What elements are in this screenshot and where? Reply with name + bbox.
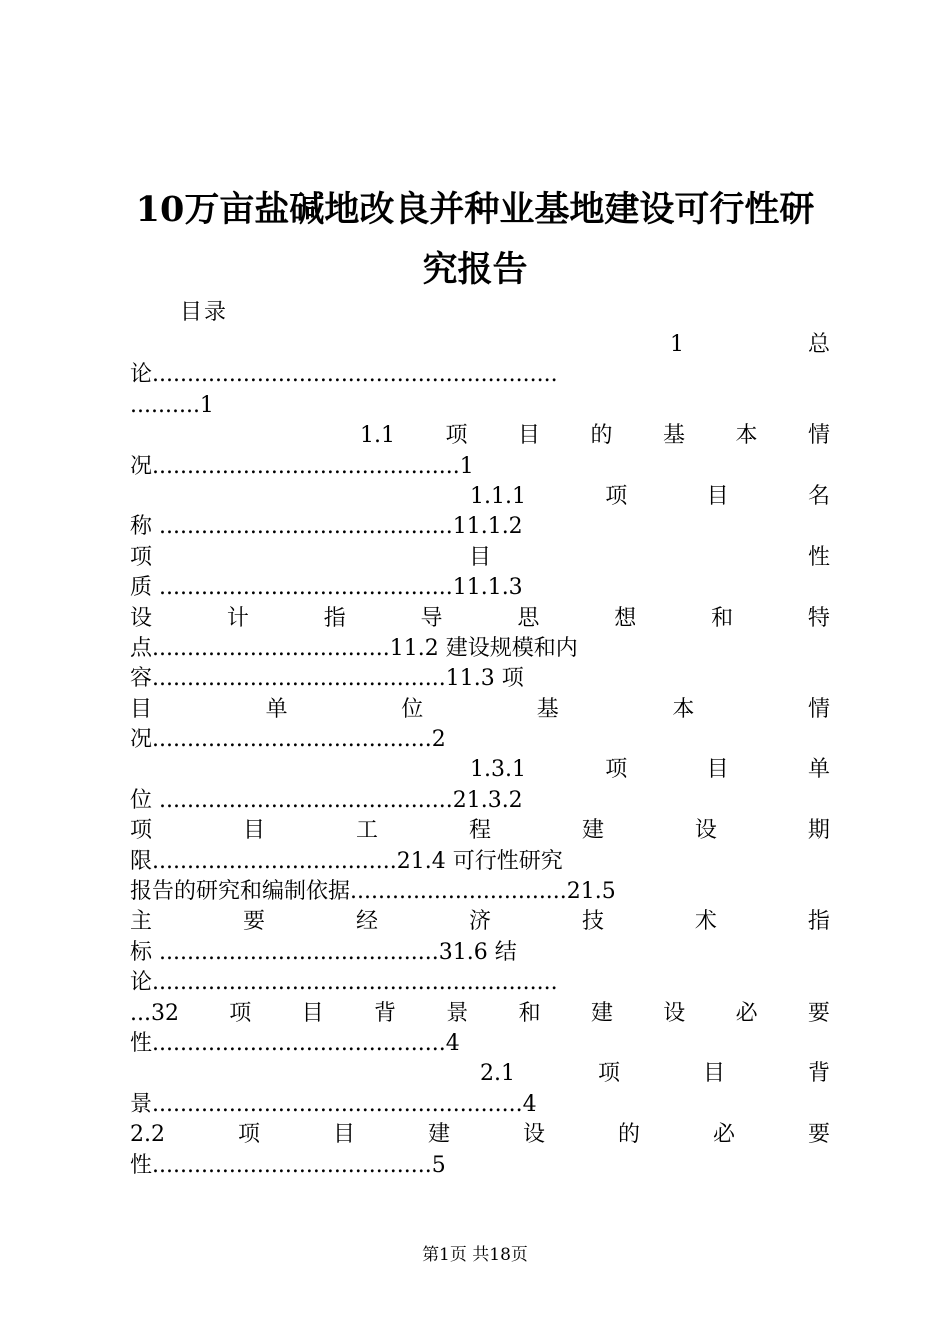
toc-text: ...32 [130,1000,179,1026]
toc-heading: 目录 [180,300,229,325]
toc-line [130,816,830,846]
toc-text: 情 [807,423,830,449]
toc-text: 点..................................11.2 建设规模和内 [130,635,578,661]
toc-text: 指 [807,909,830,935]
toc-text: 标 ........................................31.6 结 [130,939,517,965]
toc-text: 名 [807,483,830,509]
toc-line [130,725,830,755]
toc-text: 位 ..........................................21.3.2 [130,787,523,813]
toc-text: 况............................................1 [130,453,474,479]
toc-line [130,999,830,1029]
toc-line [130,1151,830,1181]
toc-text: 期 [807,818,830,844]
toc-text: 称 ..........................................11.1.2 [130,514,523,540]
toc-text: 项 [130,818,153,844]
toc-text: 项 [597,1061,620,1087]
toc-line [130,421,830,451]
table-of-contents [130,330,830,1181]
toc-text: 限...................................21.4 可行性研究 [130,848,563,874]
toc-text: 工 [355,818,378,844]
toc-line [130,695,830,725]
toc-text: 景 [446,1000,469,1026]
toc-text: 项 [237,1122,260,1148]
toc-line [130,543,830,573]
toc-text: 背 [807,1061,830,1087]
toc-text: 背 [373,1000,396,1026]
toc-text: 目 [332,1122,355,1148]
toc-text: 性 [807,544,830,570]
toc-text: 要 [242,909,265,935]
toc-line [130,664,830,694]
toc-line [130,786,830,816]
toc-text: 设 [694,818,717,844]
toc-text: 2.1 [480,1061,515,1087]
toc-line [130,968,830,998]
toc-text: 项 [605,757,628,783]
toc-text: 建 [427,1122,450,1148]
toc-line [130,482,830,512]
toc-text: 设 [663,1000,686,1026]
toc-text: 容..........................................11.3 项 [130,666,524,692]
toc-line [130,755,830,785]
toc-line [130,391,830,421]
toc-text: 思 [517,605,540,631]
toc-line [130,452,830,482]
toc-text: 计 [226,605,249,631]
toc-text: 性........................................5 [130,1152,446,1178]
toc-text: 术 [694,909,717,935]
toc-text: 位 [401,696,424,722]
toc-text: 主 [130,909,153,935]
toc-text: 情 [807,696,830,722]
toc-text: 项 [229,1000,252,1026]
toc-text: 目 [130,696,153,722]
toc-text: 论.......................................................... [130,362,558,388]
toc-text: 设 [130,605,153,631]
toc-text: 目 [706,483,729,509]
toc-text: 本 [735,423,758,449]
toc-line [130,847,830,877]
toc-text: 总 [807,332,830,357]
toc-text: 建 [590,1000,613,1026]
toc-text: 单 [807,757,830,783]
toc-line [130,1120,830,1150]
toc-text: 程 [468,818,491,844]
toc-text: 目 [468,544,491,570]
toc-line [130,512,830,542]
toc-text: 报告的研究和编制依据...............................21.5 [130,879,616,905]
toc-text: 特 [807,605,830,631]
toc-text: 基 [662,423,685,449]
toc-text: 要 [807,1122,830,1148]
toc-text: 论.......................................................... [130,970,558,996]
toc-text: 目 [301,1000,324,1026]
toc-text: 2.2 [130,1122,165,1148]
toc-text: 的 [617,1122,640,1148]
page-number-footer: 第1页 共18页 [422,1245,528,1265]
toc-text: 质 ..........................................11.1.3 [130,575,523,601]
toc-text: 建 [581,818,604,844]
toc-text: 经 [355,909,378,935]
toc-text: 目 [702,1061,725,1087]
toc-text: 技 [581,909,604,935]
toc-line [130,938,830,968]
toc-text: 和 [518,1000,541,1026]
toc-text: 1.1 [360,423,395,449]
toc-text: 本 [672,696,695,722]
toc-text: 指 [323,605,346,631]
toc-text: 目 [242,818,265,844]
toc-line [130,1059,830,1089]
toc-text: 项 [445,423,468,449]
toc-text: 导 [420,605,443,631]
toc-text: 景.....................................................4 [130,1091,537,1117]
toc-line [130,907,830,937]
toc-line [130,604,830,634]
toc-text: 项 [130,544,153,570]
toc-text: ..........1 [130,392,214,418]
toc-text: 必 [712,1122,735,1148]
toc-text: 要 [807,1000,830,1026]
toc-text: 想 [614,605,637,631]
document-title-line-2: 究报告 [422,249,528,290]
toc-text: 基 [536,696,559,722]
toc-line [130,330,830,360]
toc-text: 目 [706,757,729,783]
toc-text: 必 [735,1000,758,1026]
toc-text: 况........................................2 [130,727,446,753]
toc-text: 和 [711,605,734,631]
toc-text: 项 [605,483,628,509]
toc-text: 目 [517,423,540,449]
document-title-line-1: 10万亩盐碱地改良并种业基地建设可行性研 [135,189,815,230]
toc-line [130,573,830,603]
toc-text: 设 [522,1122,545,1148]
toc-text: 1.1.1 [470,483,526,509]
toc-line [130,360,830,390]
toc-text: 单 [265,696,288,722]
toc-text: 1.3.1 [470,757,526,783]
toc-line [130,1029,830,1059]
toc-text: 济 [468,909,491,935]
toc-line [130,877,830,907]
toc-line [130,634,830,664]
toc-text: 性..........................................4 [130,1030,460,1056]
toc-line [130,1090,830,1120]
toc-text: 的 [590,423,613,449]
toc-text: 1 [670,332,684,357]
